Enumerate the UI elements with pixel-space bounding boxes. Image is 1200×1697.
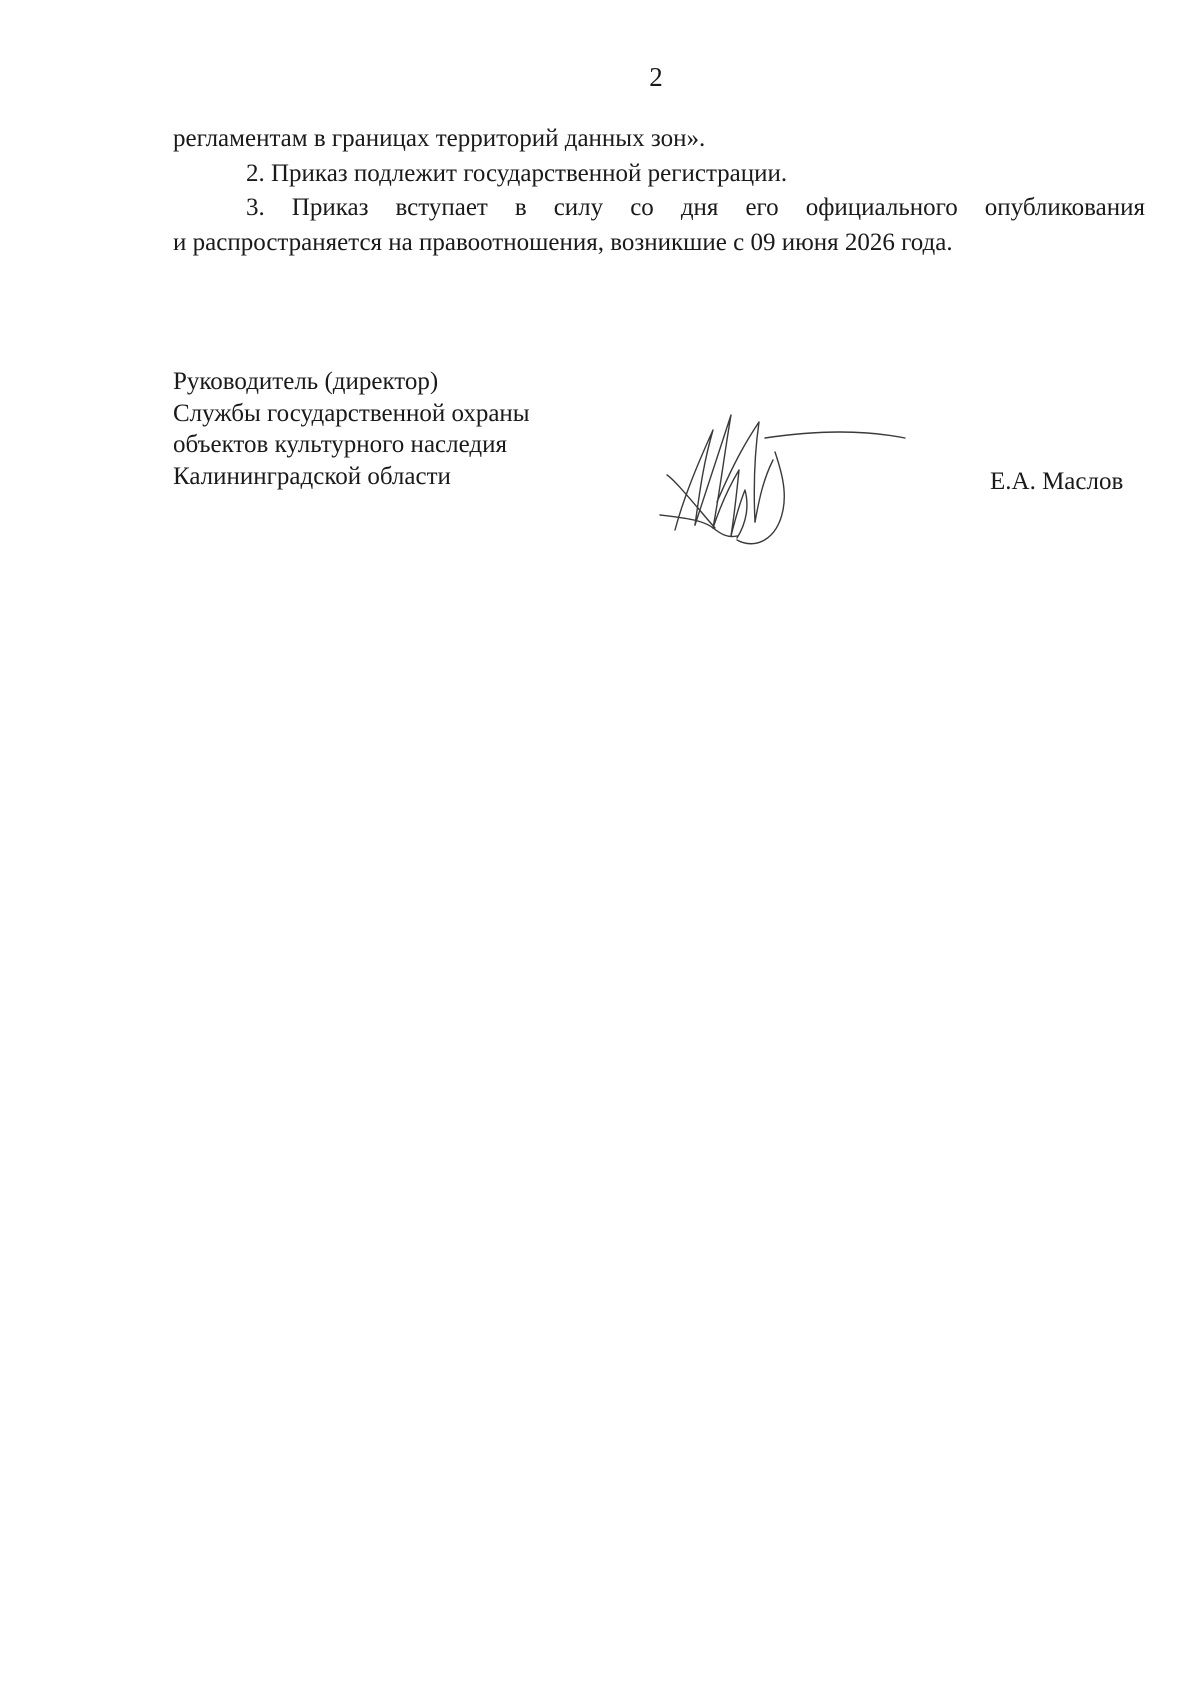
signer-position — [173, 366, 530, 492]
paragraph-item-2: 2. Приказ подлежит государственной регистрации. — [246, 159, 788, 187]
page-number: 2 — [649, 62, 663, 92]
signer-title-line: Руководитель (директор) — [173, 368, 439, 395]
paragraph-item-3-line-1: 3. Приказ вступает в силу со дня его официального опубликования — [246, 194, 1145, 221]
signer-name: Е.А. Маслов — [990, 468, 1124, 495]
signer-title-line: Службы государственной охраны — [173, 399, 530, 427]
signer-title-line: Калининградской области — [173, 462, 451, 490]
paragraph-item-3 — [173, 191, 1145, 260]
signer-title-line: объектов культурного наследия — [173, 431, 507, 458]
paragraph-item-3-line-2: и распространяется на правоотношения, возникшие с 09 июня 2026 года. — [173, 228, 953, 256]
paragraph-continuation: регламентам в границах территорий данных зон». — [173, 125, 706, 152]
handwritten-signature — [655, 410, 915, 560]
order-text — [173, 122, 1145, 260]
